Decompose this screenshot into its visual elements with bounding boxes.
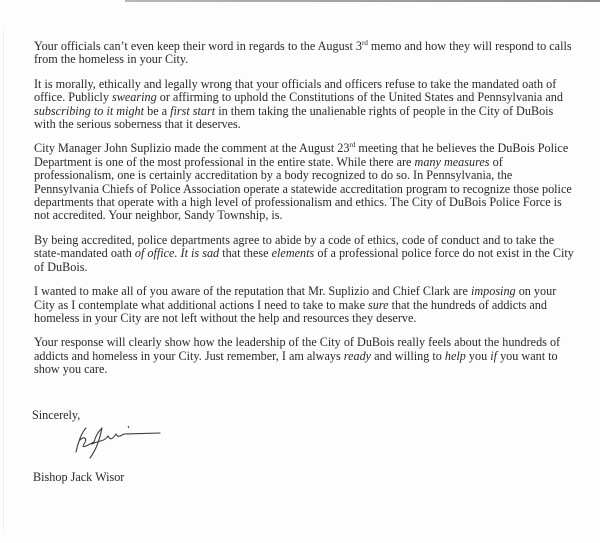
emphasis: first start bbox=[170, 103, 216, 118]
text: that these bbox=[219, 246, 272, 261]
text: Your officials can’t even keep their word in regards to the August 3 bbox=[34, 39, 362, 53]
emphasis: many measures bbox=[414, 154, 490, 169]
text: of professionalism, one is certainly accreditation by a body recognized to do so. In Pennsylvania, the Pennsylvania Chiefs of Police Association operate a statewide accreditation program to recognize those police departments that operate with a high level of professionalism and ethics. The City of DuBois Police Force is not accredited. Your neighbor, Sandy Township, is. bbox=[34, 154, 572, 223]
text: and willing to bbox=[371, 348, 445, 363]
text: you bbox=[465, 348, 491, 363]
text: that the hundreds of addicts and homeless in your City are not left without the help and resources they deserve. bbox=[34, 297, 547, 325]
signature-icon bbox=[70, 422, 170, 462]
text: or affirming to uphold the Constitutions of the United States and Pennsylvania and bbox=[156, 90, 563, 105]
text: Your response will clearly show how the leadership of the City of DuBois really feels about the hundreds of addicts and homeless in your City. Just remember, I am always bbox=[34, 335, 561, 363]
text: in them taking the unalienable rights of people in the City of DuBois with the serious soberness that it deserves. bbox=[34, 103, 554, 132]
emphasis: imposing bbox=[470, 284, 516, 299]
paragraph-oath bbox=[34, 78, 574, 132]
text: meeting that he believes the DuBois Police Department is one of the most professional in the entire state. While there are bbox=[34, 141, 569, 169]
text: of a professional police force do not exist in the City of DuBois. bbox=[34, 246, 574, 274]
emphasis: elements bbox=[271, 246, 315, 261]
emphasis: subscribing to it might bbox=[34, 103, 145, 118]
scan-edge-line bbox=[125, 0, 600, 2]
text: you want to show you care. bbox=[34, 348, 558, 377]
emphasis: if bbox=[490, 348, 498, 363]
emphasis: sure bbox=[368, 297, 389, 312]
emphasis: swearing bbox=[111, 90, 157, 105]
paragraph-code-of-ethics bbox=[34, 234, 574, 274]
text: memo and how they will respond to calls from the homeless in your City. bbox=[34, 39, 572, 67]
text: I wanted to make all of you aware of the reputation that Mr. Suplizio and Chief Clark are bbox=[34, 284, 471, 299]
text: City Manager John Suplizio made the comment at the August 23 bbox=[34, 141, 350, 156]
paragraph-memo bbox=[34, 40, 574, 67]
text: By being accredited, police departments agree to abide by a code of ethics, code of conduct and to take the state-mandated oath bbox=[34, 232, 555, 261]
text: on your City as I contemplate what additional actions I need to take to make bbox=[34, 284, 557, 312]
emphasis: help bbox=[444, 348, 466, 363]
signer-name: Bishop Jack Wisor bbox=[33, 470, 125, 484]
superscript: rd bbox=[349, 141, 356, 150]
text: It is morally, ethically and legally wrong that your officials and officers refuse to take the mandated oath of office. Publicly bbox=[34, 76, 557, 105]
text: be a bbox=[144, 103, 171, 118]
paragraph-accreditation bbox=[34, 142, 574, 222]
paragraph-reputation bbox=[34, 285, 574, 325]
letter-body bbox=[34, 40, 574, 388]
superscript: rd bbox=[361, 39, 368, 47]
emphasis: of office. It is sad bbox=[134, 246, 220, 261]
closing: Sincerely, bbox=[32, 408, 81, 422]
paragraph-response bbox=[34, 336, 574, 376]
emphasis: ready bbox=[343, 348, 372, 363]
scan-left-edge bbox=[3, 30, 4, 530]
